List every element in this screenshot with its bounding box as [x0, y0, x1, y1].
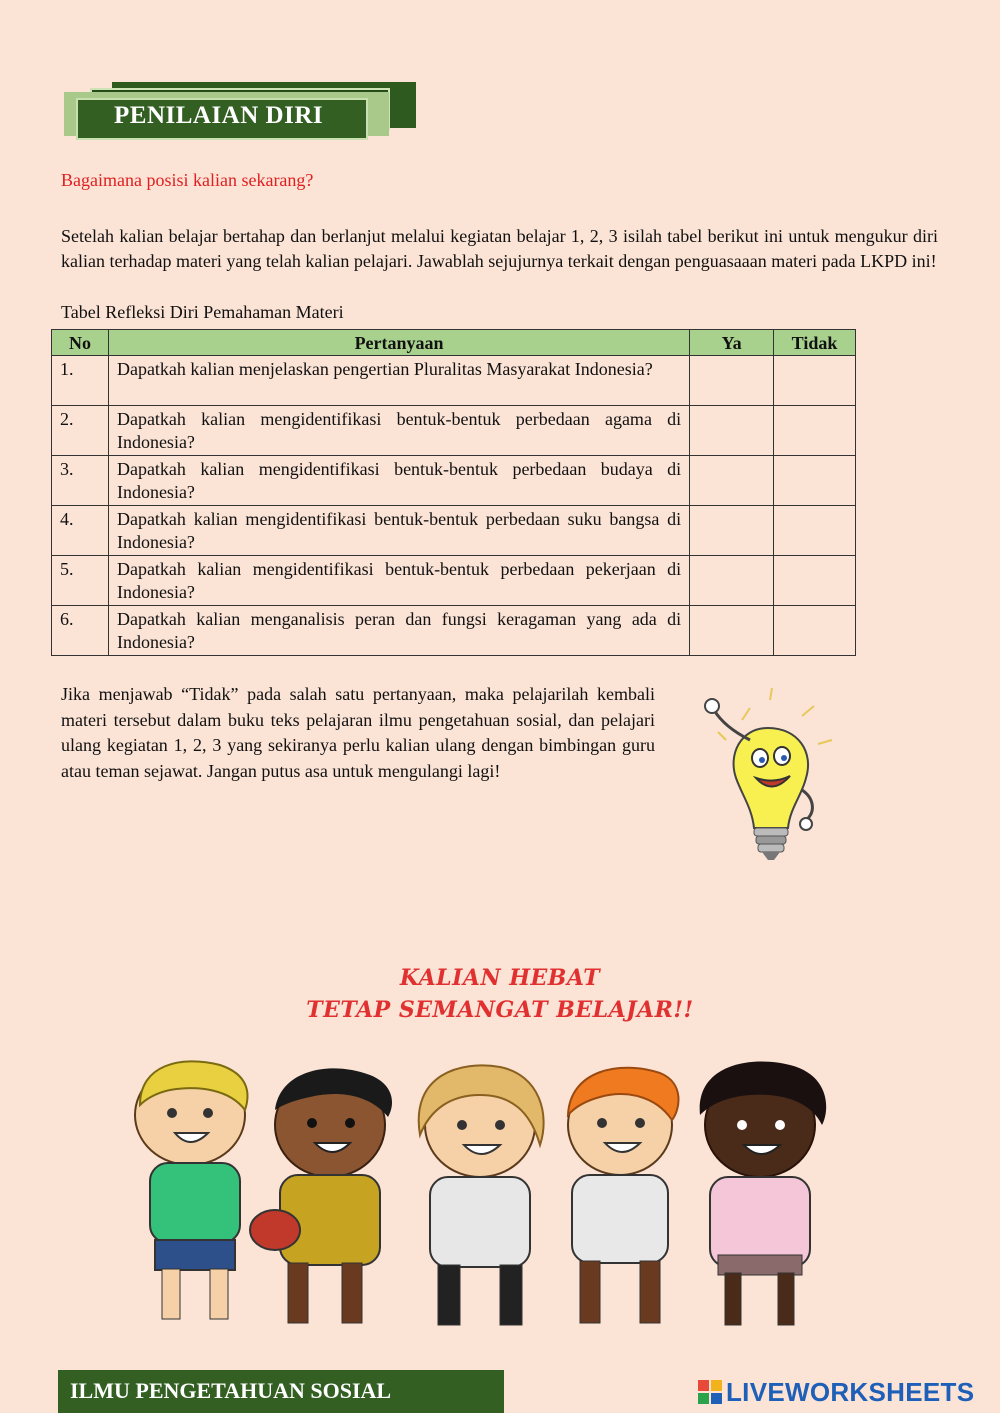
- header-yes: Ya: [690, 330, 774, 356]
- intro-paragraph: Setelah kalian belajar bertahap dan berlanjut melalui kegiatan belajar 1, 2, 3 isilah tabel berikut ini untuk mengukur diri kalian terhadap materi yang telah kalian pelajari. Jawablah sejujurnya terkait dengan penguasaaan materi pada LKPD ini!: [61, 226, 938, 271]
- no-answer-cell[interactable]: [774, 506, 856, 556]
- row-number: 2.: [52, 406, 109, 456]
- yes-answer-cell[interactable]: [690, 406, 774, 456]
- child-5: [700, 1062, 826, 1325]
- row-number: 4.: [52, 506, 109, 556]
- table-caption: Tabel Refleksi Diri Pemahaman Materi: [61, 302, 344, 322]
- motto-line-2: TETAP SEMANGAT BELAJAR!!: [306, 997, 694, 1023]
- lightbulb-mascot-icon: [690, 680, 850, 880]
- table-header-row: [52, 330, 856, 356]
- row-question: Dapatkah kalian mengidentifikasi bentuk-bentuk perbedaan pekerjaan di Indonesia?: [108, 556, 689, 606]
- no-answer-cell[interactable]: [774, 356, 856, 406]
- no-answer-cell[interactable]: [774, 456, 856, 506]
- liveworksheets-logo-icon: [698, 1380, 722, 1404]
- row-number: 3.: [52, 456, 109, 506]
- no-answer-cell[interactable]: [774, 556, 856, 606]
- brand-name: LIVEWORKSHEETS: [726, 1376, 975, 1407]
- page-title: PENILAIAN DIRI: [114, 102, 324, 129]
- yes-answer-cell[interactable]: [690, 606, 774, 656]
- row-number: 6.: [52, 606, 109, 656]
- row-question: Dapatkah kalian mengidentifikasi bentuk-bentuk perbedaan suku bangsa di Indonesia?: [108, 506, 689, 556]
- table-row: [52, 406, 856, 456]
- row-number: 1.: [52, 356, 109, 406]
- header-no-answer: Tidak: [774, 330, 856, 356]
- yes-answer-cell[interactable]: [690, 456, 774, 506]
- no-answer-cell[interactable]: [774, 406, 856, 456]
- child-3: [419, 1065, 544, 1325]
- no-answer-cell[interactable]: [774, 606, 856, 656]
- brand-logo[interactable]: [698, 1374, 974, 1410]
- child-4: [568, 1068, 679, 1323]
- header-banner: [64, 78, 420, 140]
- yes-answer-cell[interactable]: [690, 356, 774, 406]
- yes-answer-cell[interactable]: [690, 556, 774, 606]
- prompt-question: Bagaimana posisi kalian sekarang?: [61, 170, 314, 190]
- footer-subject: ILMU PENGETAHUAN SOSIAL: [70, 1378, 392, 1403]
- table-row: [52, 506, 856, 556]
- note-paragraph: Jika menjawab “Tidak” pada salah satu pertanyaan, maka pelajarilah kembali materi tersebut dalam buku teks pelajaran ilmu pengetahuan sosial, dan pelajari ulang kegiatan 1, 2, 3 yang sekiranya perlu kalian ulang dengan bimbingan guru atau teman sejawat. Jangan putus asa untuk mengulangi lagi!: [61, 684, 655, 781]
- row-question: Dapatkah kalian mengidentifikasi bentuk-bentuk perbedaan agama di Indonesia?: [108, 406, 689, 456]
- row-number: 5.: [52, 556, 109, 606]
- children-group-illustration: [110, 1055, 850, 1335]
- child-1: [135, 1061, 247, 1319]
- row-question: Dapatkah kalian menganalisis peran dan fungsi keragaman yang ada di Indonesia?: [108, 606, 689, 656]
- footer-subject-bar: [58, 1370, 504, 1413]
- table-row: [52, 556, 856, 606]
- table-row: [52, 356, 856, 406]
- row-question: Dapatkah kalian menjelaskan pengertian Pluralitas Masyarakat Indonesia?: [108, 356, 689, 406]
- yes-answer-cell[interactable]: [690, 506, 774, 556]
- header-question: Pertanyaan: [108, 330, 689, 356]
- header-no: No: [52, 330, 109, 356]
- table-row: [52, 456, 856, 506]
- motto: [0, 962, 1000, 1026]
- row-question: Dapatkah kalian mengidentifikasi bentuk-bentuk perbedaan budaya di Indonesia?: [108, 456, 689, 506]
- child-2: [250, 1068, 392, 1323]
- table-row: [52, 606, 856, 656]
- motto-line-1: KALIAN HEBAT: [399, 965, 601, 991]
- reflection-table: [51, 329, 856, 656]
